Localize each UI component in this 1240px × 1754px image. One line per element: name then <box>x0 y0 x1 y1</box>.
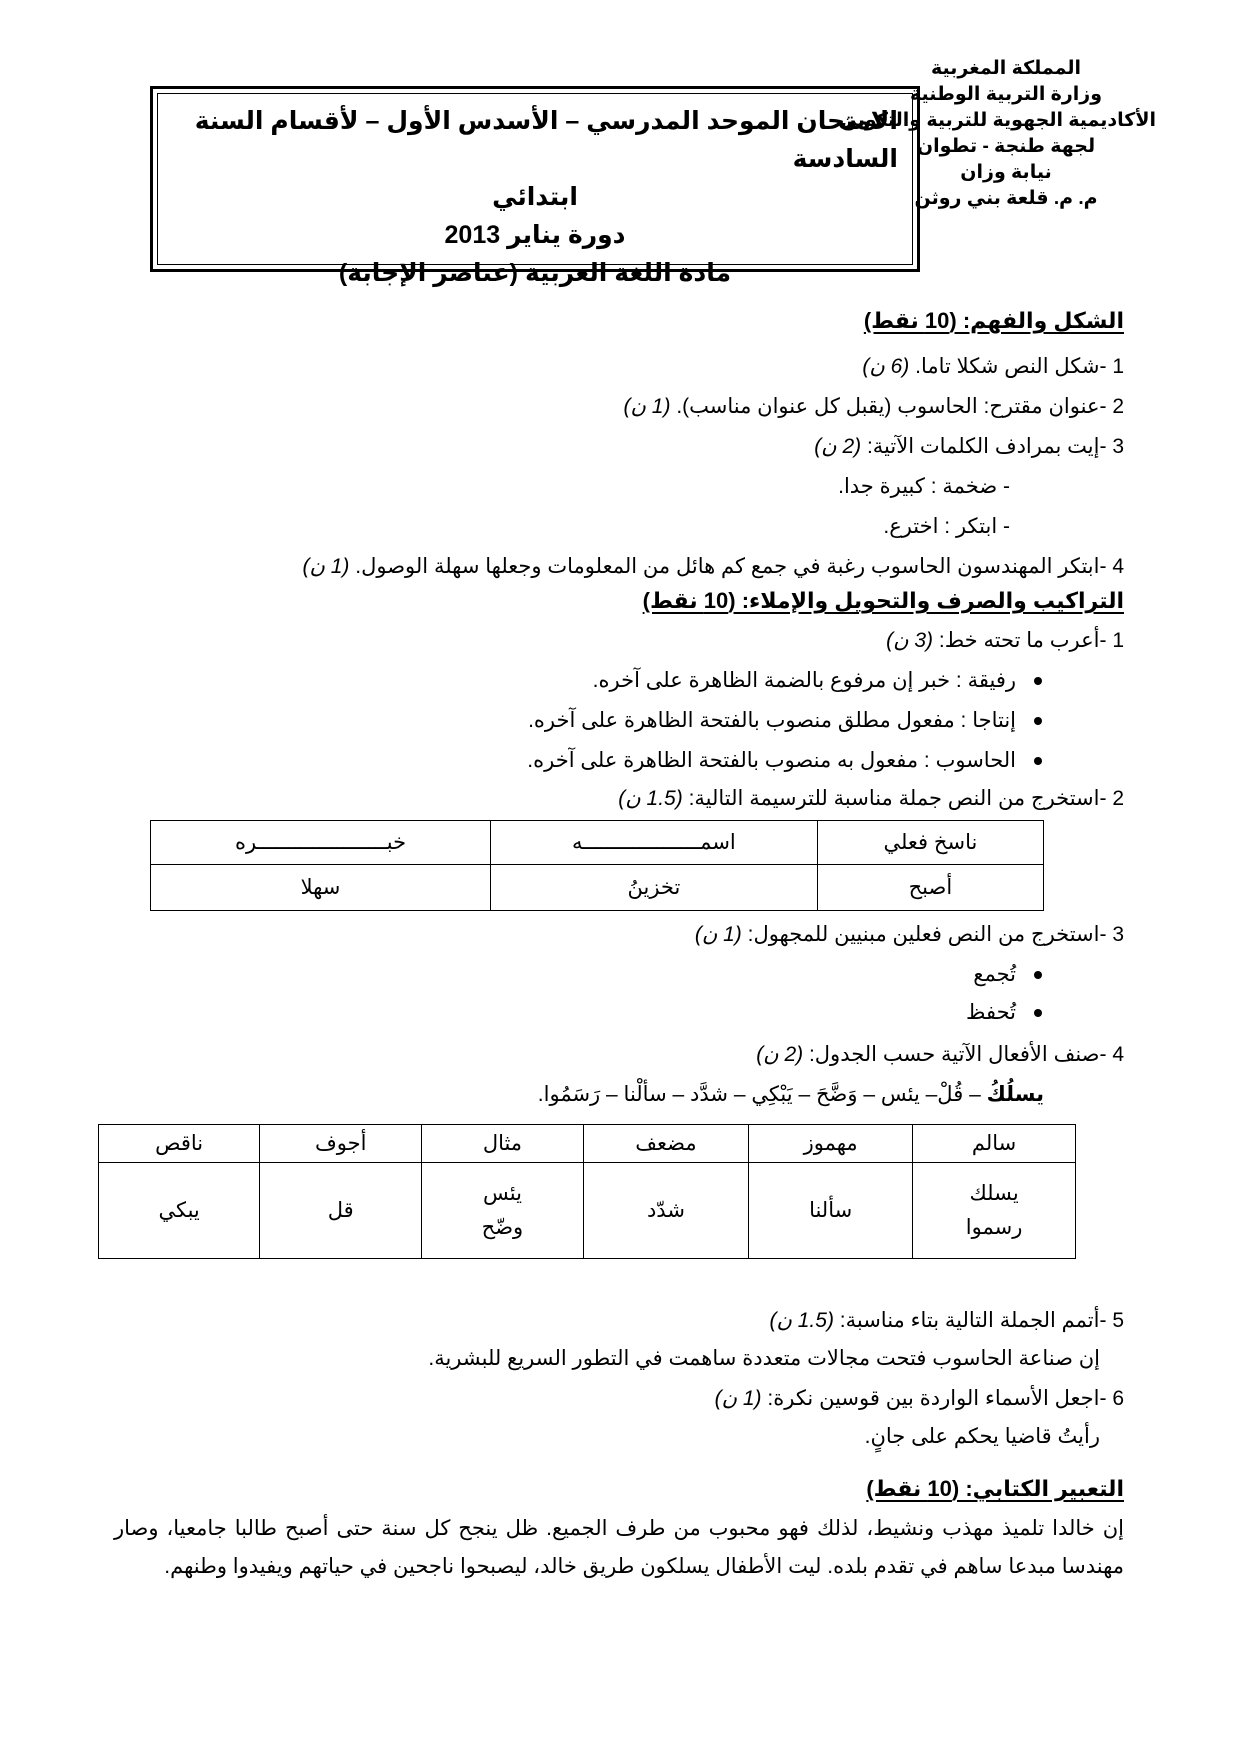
table-cell: يسلك رسموا <box>913 1163 1076 1259</box>
institution-line: لجهة طنجة - تطوان <box>916 136 1096 157</box>
verb-classification-table <box>98 1124 1076 1259</box>
table-header-cell: مثال <box>422 1125 584 1163</box>
question-number: 2 - <box>1099 787 1124 810</box>
parsing-item: الحاسوب : مفعول به منصوب بالفتحة الظاهرة على آخره. <box>527 746 1042 776</box>
exam-title-line1: الامتحان الموحد المدرسي – الأسدس الأول – لأقسام السنة السادسة <box>194 107 898 173</box>
question-number: 2 - <box>1099 395 1124 418</box>
question-number: 1 - <box>1099 629 1124 652</box>
question-points: (1 ن) <box>623 395 671 418</box>
question-text: أعرب ما تحته خط: <box>938 629 1100 652</box>
question-line <box>756 1040 1124 1070</box>
question-text: أتمم الجملة التالية بتاء مناسبة: <box>839 1309 1100 1332</box>
question-line <box>715 1384 1124 1414</box>
bullet-icon <box>1034 677 1042 685</box>
question-points: (1.5 ن) <box>769 1309 834 1332</box>
institution-line: الأكاديمية الجهوية للتربية والتكوين <box>840 110 1156 131</box>
table-cell: سهلا <box>151 865 491 911</box>
synonym-item: - ابتكر : اخترع. <box>883 515 1010 538</box>
question-number: 1 - <box>1099 355 1124 378</box>
table-header-cell: اسمـــــــــــــــــــه <box>491 821 818 865</box>
question-points: (1 ن) <box>714 1387 762 1410</box>
bullet-icon <box>1034 717 1042 725</box>
question-text: عنوان مقترح: الحاسوب (يقبل كل عنوان مناسب). <box>676 395 1100 418</box>
question-points: (1.5 ن) <box>618 787 683 810</box>
question-text: صنف الأفعال الآتية حسب الجدول: <box>808 1043 1100 1066</box>
question-number: 3 - <box>1099 923 1124 946</box>
question-line <box>695 920 1124 950</box>
question-text: اجعل الأسماء الواردة بين قوسين نكرة: <box>767 1387 1100 1410</box>
question-points: (6 ن) <box>862 355 910 378</box>
parsing-item: إنتاجا : مفعول مطلق منصوب بالفتحة الظاهرة على آخره. <box>528 706 1042 736</box>
institution-line: م. م. قلعة بني روثن <box>914 188 1098 209</box>
bullet-icon <box>1034 757 1042 765</box>
question-line <box>814 432 1124 462</box>
bullet-icon <box>1034 1009 1042 1017</box>
question-number: 4 - <box>1099 1043 1124 1066</box>
table-header-cell: خبـــــــــــــــــــــره <box>151 821 491 865</box>
question-line <box>769 1306 1124 1336</box>
question-points: (1 ن) <box>694 923 742 946</box>
question-line <box>862 352 1124 382</box>
question-number: 4 - <box>1099 555 1124 578</box>
writing-paragraph: إن خالدا تلميذ مهذب ونشيط، لذلك فهو محبوب من طرف الجميع. ظل ينجح كل سنة حتى أصبح طالبا جامعيا، وصار مهندسا مبدعا ساهم في تقدم بلده. ليت الأطفال يسلكون طريق خالد، ليصبحوا ناجحين في حياتهم ويفيدوا وطنهم. <box>114 1517 1124 1578</box>
section-heading-grammar: التراكيب والصرف والتحويل والإملاء: (10 نقط) <box>642 588 1124 613</box>
exam-title-line2: ابتدائي <box>492 183 578 211</box>
exam-subject: مادة اللغة العربية (عناصر الإجابة) <box>338 259 732 287</box>
institution-line: نيابة وزان <box>960 162 1052 183</box>
question-number: 5 - <box>1099 1309 1124 1332</box>
table-cell: تخزينُ <box>491 865 818 911</box>
exam-title-box <box>150 86 920 287</box>
table-header-cell: سالم <box>913 1125 1076 1163</box>
section-heading-writing: التعبير الكتابي: (10 نقط) <box>866 1476 1124 1501</box>
table-cell: يبكي <box>99 1163 260 1259</box>
institution-line: المملكة المغربية <box>930 58 1082 79</box>
question-line <box>624 392 1124 422</box>
question-points: (2 ن) <box>814 435 862 458</box>
table-header-cell: ناسخ فعلي <box>817 821 1043 865</box>
passive-verb-item: تُجمع <box>973 960 1042 990</box>
table-cell: أصبح <box>817 865 1043 911</box>
verbs-list-rest: – قُلْ– يئس – وَضَّحَ – يَبْكِي – شدَّد – سألْنا – رَسَمُوا. <box>537 1083 987 1106</box>
question-line <box>618 784 1124 814</box>
table-header-cell: مضعف <box>583 1125 748 1163</box>
answer-sentence: رأيتُ قاضيا يحكم على جانٍ. <box>864 1425 1100 1448</box>
table-cell: قل <box>260 1163 422 1259</box>
section-heading-comprehension: الشكل والفهم: (10 نقط) <box>863 308 1124 333</box>
table-header-cell: أجوف <box>260 1125 422 1163</box>
verbs-list <box>538 1080 1044 1110</box>
exam-session: دورة يناير 2013 <box>444 221 626 249</box>
table-cell: شدّد <box>583 1163 748 1259</box>
table-header-cell: مهموز <box>749 1125 913 1163</box>
question-text: إيت بمرادف الكلمات الآتية: <box>866 435 1100 458</box>
question-text: ابتكر المهندسون الحاسوب رغبة في جمع كم هائل من المعلومات وجعلها سهلة الوصول. <box>355 555 1100 578</box>
diagram-table <box>150 820 1044 911</box>
answer-sentence: إن صناعة الحاسوب فتحت مجالات متعددة ساهمت في التطور السريع للبشرية. <box>428 1347 1100 1370</box>
question-number: 3 - <box>1099 435 1124 458</box>
table-cell: سألنا <box>749 1163 913 1259</box>
verbs-list-first: يسلُكُ <box>986 1083 1044 1106</box>
passive-verb-item: تُحفظ <box>966 998 1042 1028</box>
question-text: شكل النص شكلا تاما. <box>915 355 1100 378</box>
question-points: (2 ن) <box>756 1043 804 1066</box>
table-cell: يئس وضّح <box>422 1163 584 1259</box>
exam-title-inner <box>157 93 913 287</box>
question-text: استخرج من النص فعلين مبنيين للمجهول: <box>747 923 1100 946</box>
question-number: 6 - <box>1099 1387 1124 1410</box>
institution-line: وزارة التربية الوطنية <box>909 84 1103 105</box>
parsing-item: رفيقة : خبر إن مرفوع بالضمة الظاهرة على آخره. <box>593 666 1042 696</box>
bullet-icon <box>1034 971 1042 979</box>
synonym-item: - ضخمة : كبيرة جدا. <box>838 475 1010 498</box>
question-points: (1 ن) <box>302 555 350 578</box>
question-points: (3 ن) <box>886 629 934 652</box>
question-line <box>302 552 1124 582</box>
question-line <box>886 626 1124 656</box>
question-text: استخرج من النص جملة مناسبة للترسيمة التالية: <box>688 787 1100 810</box>
table-header-cell: ناقص <box>99 1125 260 1163</box>
